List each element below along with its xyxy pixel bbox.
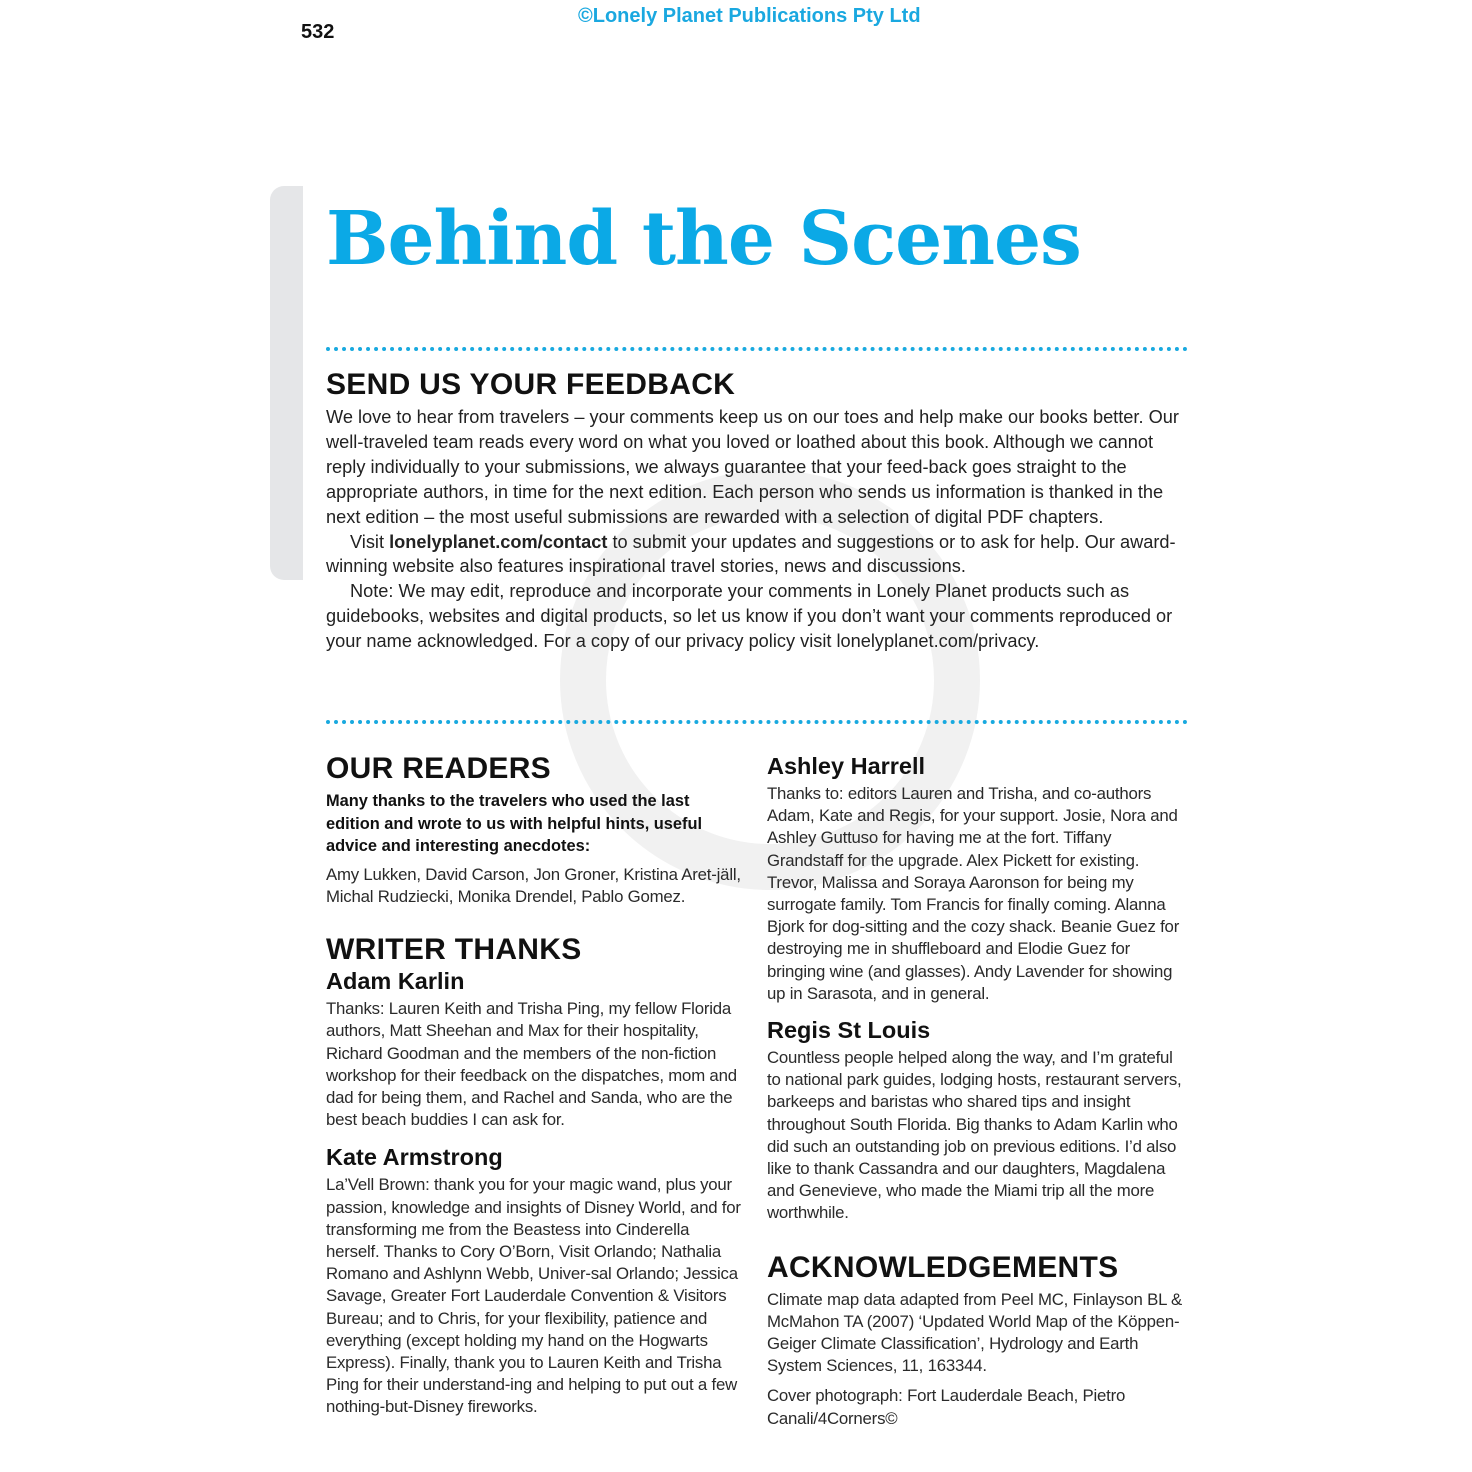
- feedback-visit-paragraph: [326, 530, 1188, 580]
- left-column: [326, 750, 746, 1419]
- dotted-divider-middle: [326, 720, 1188, 724]
- visit-suffix: to submit your updates and suggestions or to ask for help. Our award-winning website also features inspirational travel stories, news and discussions.: [326, 531, 1176, 577]
- right-column: [767, 751, 1187, 1430]
- writer-thanks-text: La’Vell Brown: thank you for your magic wand, plus your passion, knowledge and insights of Disney World, and for transforming me from the Beastess into Cinderella herself. Thanks to Cory O’Born, Visit Orlando; Nathalia Romano and Ashlynn Webb, Univer-sal Orlando; Jessica Savage, Greater Fort Lauderdale Convention & Visitors Bureau; and to Chris, for your flexibility, patience and everything (except holding my hand on the Hogwarts Express). Finally, thank you to Lauren Keith and Trisha Ping for their understand-ing and helping to put out a few nothing-but-Disney fireworks.: [326, 1175, 741, 1417]
- writer-thanks-text: Thanks to: editors Lauren and Trisha, and co-authors Adam, Kate and Regis, for your support. Josie, Nora and Ashley Guttuso for having me at the fort. Tiffany Grandstaff for the upgrade. Alex Pickett for existing. Trevor, Malissa and Soraya Aaronson for being my surrogate family. Tom Francis for finally coming. Alanna Bjork for dog-sitting and the cozy shack. Beanie Guez for destroying me in shuffleboard and Elodie Guez for bringing wine (and glasses). Andy Lavender for showing up in Sarasota, and in general.: [767, 784, 1180, 1003]
- writer-name: Adam Karlin: [326, 968, 465, 995]
- writer-thanks-text: Thanks: Lauren Keith and Trisha Ping, my fellow Florida authors, Matt Sheehan and Max for their hospitality, Richard Goodman and the members of the non-fiction workshop for their feedback on the dispatches, mom and dad for being them, and Rachel and Sanda, who are the best beach buddies I can ask for.: [326, 999, 737, 1130]
- visit-prefix: Visit: [350, 531, 390, 552]
- writer-name: Ashley Harrell: [767, 753, 926, 779]
- feedback-note: Note: We may edit, reproduce and incorporate your comments in Lonely Planet products such as guidebooks, websites and digital products, so let us know if you don’t want your comments reproduced or your name acknowledged. For a copy of our privacy policy visit lonelyplanet.com/privacy.: [326, 581, 1173, 652]
- feedback-heading: SEND US YOUR FEEDBACK: [326, 368, 736, 401]
- readers-intro: Many thanks to the travelers who used the last edition and wrote to us with helpful hints, useful advice and interesting anecdotes:: [326, 792, 703, 856]
- feedback-paragraph: We love to hear from travelers – your comments keep us on our toes and help make our books better. Our well-traveled team reads every word on what you loved or loathed about this book. Although we cannot reply individually to your submissions, we always guarantee that your feed-back goes straight to the appropriate authors, in time for the next edition. Each person who sends us information is thanked in the next edition – the most useful submissions are rewarded with a selection of digital PDF chapters.: [326, 407, 1179, 527]
- dotted-divider-top: [326, 347, 1188, 351]
- writer-name: Kate Armstrong: [326, 1144, 503, 1171]
- writer-name: Regis St Louis: [767, 1017, 931, 1044]
- page-title: Behind the Scenes: [326, 196, 1081, 282]
- copyright-notice: ©Lonely Planet Publications Pty Ltd: [578, 5, 921, 27]
- chapter-side-tab: [270, 186, 303, 580]
- writer-thanks-heading: WRITER THANKS: [326, 933, 582, 967]
- writer-thanks-text: Countless people helped along the way, and I’m grateful to national park guides, lodging hosts, restaurant servers, barkeeps and baristas who shared tips and insight throughout South Florida. Big thanks to Adam Karlin who did such an outstanding job on previous editions. I’d also like to thank Cassandra and our daughters, Magdalena and Genevieve, who made the Miami trip all the more worthwhile.: [767, 1048, 1182, 1223]
- acknowledgements-cover: Cover photograph: Fort Lauderdale Beach, Pietro Canali/4Corners©: [767, 1386, 1126, 1428]
- readers-names: Amy Lukken, David Carson, Jon Groner, Kristina Aret-jäll, Michal Rudziecki, Monika Drendel, Pablo Gomez.: [326, 864, 741, 906]
- feedback-section: [326, 366, 1188, 654]
- contact-link[interactable]: lonelyplanet.com/contact: [389, 531, 608, 552]
- page-number: 532: [301, 21, 335, 43]
- acknowledgements-heading: ACKNOWLEDGEMENTS: [767, 1250, 1119, 1284]
- acknowledgements-climate: Climate map data adapted from Peel MC, Finlayson BL & McMahon TA (2007) ‘Updated World Map of the Köppen-Geiger Climate Classification’, Hydrology and Earth System Sciences, 11, 163344.: [767, 1289, 1183, 1376]
- readers-heading: OUR READERS: [326, 752, 551, 785]
